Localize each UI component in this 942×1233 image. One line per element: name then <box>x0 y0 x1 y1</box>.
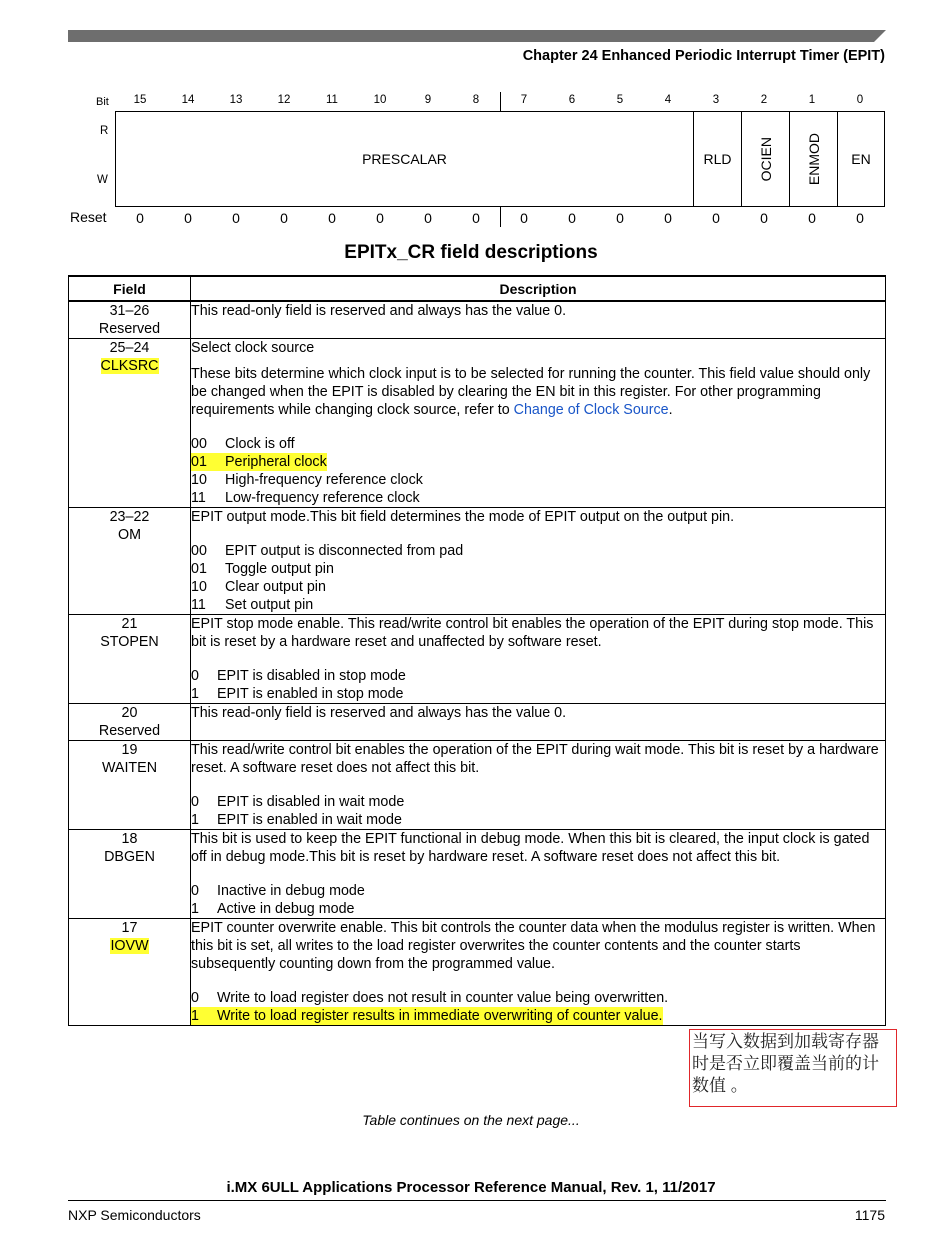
bit-number: 14 <box>181 94 195 106</box>
field-cell <box>69 704 191 741</box>
option-line <box>191 435 885 453</box>
option-line <box>191 900 885 918</box>
option-code: 10 <box>191 472 207 488</box>
description-cell <box>191 919 886 1026</box>
bit-number: 8 <box>472 94 480 106</box>
description-text: This bit is used to keep the EPIT functional in debug mode. When this bit is cleared, the input clock is gated off in debug mode.This bit is reset by hardware reset. A software reset does not affect this bit. <box>191 831 870 865</box>
option-line <box>191 489 885 507</box>
reset-value: 0 <box>232 210 240 226</box>
description-cell <box>191 830 886 919</box>
field-bits: 19 <box>121 742 138 758</box>
option-text: Toggle output pin <box>225 561 334 577</box>
description-cell <box>191 615 886 704</box>
bit-number: 2 <box>760 94 768 106</box>
bit-number: 3 <box>712 94 720 106</box>
option-text: EPIT is enabled in stop mode <box>217 686 404 702</box>
field-bits: 31–26 <box>109 303 150 319</box>
table-row <box>69 615 886 704</box>
bit-number: 7 <box>520 94 528 106</box>
option-line <box>191 882 885 900</box>
reset-value: 0 <box>616 210 624 226</box>
chapter-title: Chapter 24 Enhanced Periodic Interrupt Timer (EPIT) <box>522 48 885 64</box>
option-code: 11 <box>191 490 206 506</box>
description-text: EPIT output mode.This bit field determines the mode of EPIT output on the output pin. <box>191 509 735 525</box>
field-en: EN <box>851 151 871 167</box>
option-code: 1 <box>191 812 199 828</box>
description-cell <box>191 339 886 508</box>
field-cell <box>69 830 191 919</box>
bit-number: 0 <box>856 94 864 106</box>
reset-value: 0 <box>568 210 576 226</box>
field-bits: 20 <box>121 705 138 721</box>
description-cell <box>191 741 886 830</box>
option-line <box>191 471 885 489</box>
option-text: Active in debug mode <box>217 901 355 917</box>
annotation-note: 当写入数据到加载寄存器时是否立即覆盖当前的计数值 。 <box>689 1029 897 1107</box>
reset-value: 0 <box>808 210 816 226</box>
option-line <box>191 542 885 560</box>
page-number: 1175 <box>854 1207 885 1223</box>
reset-value: 0 <box>712 210 720 226</box>
option-line <box>191 1007 885 1025</box>
field-cell <box>69 508 191 615</box>
option-code: 0 <box>191 990 199 1006</box>
option-code: 1 <box>191 901 199 917</box>
field-rld: RLD <box>694 112 742 206</box>
field-name: IOVW <box>110 938 149 954</box>
header-bar <box>68 30 886 42</box>
description-text <box>191 365 885 419</box>
option-code: 01 <box>191 454 207 470</box>
reset-value: 0 <box>376 210 384 226</box>
write-label: W <box>97 174 108 186</box>
field-prescalar: PRESCALAR <box>116 112 694 206</box>
reset-value: 0 <box>424 210 432 226</box>
option-line <box>191 453 885 471</box>
option-line <box>191 596 885 614</box>
bit-number: 10 <box>373 94 387 106</box>
option-text: EPIT is disabled in stop mode <box>217 668 406 684</box>
field-cell <box>69 339 191 508</box>
register-box <box>115 111 885 207</box>
bit-number: 15 <box>133 94 147 106</box>
bit-number: 11 <box>326 94 338 106</box>
description-text: This read/write control bit enables the operation of the EPIT during wait mode. This bit is reset by a hardware reset. A software reset does not affect this bit. <box>191 742 879 776</box>
option-text: High-frequency reference clock <box>225 472 423 488</box>
col-header-description: Description <box>191 276 886 301</box>
option-text: Set output pin <box>225 597 314 613</box>
bit-number: 4 <box>664 94 672 106</box>
field-name: CLKSRC <box>100 358 159 374</box>
option-code: 1 <box>191 1008 199 1024</box>
description-cell <box>191 301 886 339</box>
field-cell <box>69 615 191 704</box>
option-code: 11 <box>191 597 206 613</box>
option-text: Inactive in debug mode <box>217 883 365 899</box>
option-code: 00 <box>191 543 207 559</box>
reset-value: 0 <box>136 210 144 226</box>
option-line <box>191 560 885 578</box>
footer-divider <box>68 1200 886 1201</box>
field-ocien: OCIEN <box>742 112 790 206</box>
reset-value: 0 <box>760 210 768 226</box>
option-line <box>191 989 885 1007</box>
field-enmod: ENMOD <box>790 112 838 206</box>
field-bits: 23–22 <box>109 509 150 525</box>
option-text: Peripheral clock <box>225 454 327 470</box>
option-text: Clock is off <box>225 436 295 452</box>
option-code: 0 <box>191 883 199 899</box>
description-text: EPIT counter overwrite enable. This bit controls the counter data when the modulus register is written. When this bit is set, all writes to the load register overwrites the counter contents and the counter starts subsequently counting down from the programmed value. <box>191 920 876 972</box>
reset-label: Reset <box>70 209 107 225</box>
field-name: OM <box>117 527 142 543</box>
table-row <box>69 339 886 508</box>
option-text: Write to load register does not result in counter value being overwritten. <box>217 990 669 1006</box>
bit-number: 5 <box>616 94 624 106</box>
option-line <box>191 685 885 703</box>
option-line <box>191 811 885 829</box>
description-cell <box>191 704 886 741</box>
description-text: EPIT stop mode enable. This read/write control bit enables the operation of the EPIT during stop mode. This bit is reset by a hardware reset and unaffected by software reset. <box>191 616 874 650</box>
option-text: Write to load register results in immediate overwriting of counter value. <box>217 1008 663 1024</box>
table-continues: Table continues on the next page... <box>362 1112 580 1128</box>
option-code: 10 <box>191 579 207 595</box>
field-bits: 17 <box>121 920 138 936</box>
option-code: 1 <box>191 686 199 702</box>
change-of-clock-source-link[interactable]: Change of Clock Source <box>513 402 669 418</box>
option-text: EPIT is disabled in wait mode <box>217 794 405 810</box>
bit-number: 6 <box>568 94 576 106</box>
table-row <box>69 830 886 919</box>
table-row <box>69 741 886 830</box>
field-description-table <box>68 275 886 1026</box>
reset-value: 0 <box>472 210 480 226</box>
bit-divider <box>500 92 501 111</box>
reset-value: 0 <box>328 210 336 226</box>
field-cell <box>69 919 191 1026</box>
field-bits: 25–24 <box>109 340 150 356</box>
reset-value: 0 <box>280 210 288 226</box>
description-text-part: These bits determine which clock input is to be selected for running the counter. This field value should only be changed when the EPIT is disabled by clearing the EN bit in this register. For other programming requirements while changing clock source, refer to <box>191 366 871 418</box>
bit-number: 13 <box>229 94 243 106</box>
field-cell <box>69 741 191 830</box>
description-text: This read-only field is reserved and always has the value 0. <box>191 705 567 721</box>
option-text: Clear output pin <box>225 579 326 595</box>
field-bits: 18 <box>121 831 138 847</box>
option-line <box>191 578 885 596</box>
table-title: EPITx_CR field descriptions <box>344 242 598 263</box>
field-bits: 21 <box>121 616 138 632</box>
description-cell <box>191 508 886 615</box>
reset-divider <box>500 207 501 227</box>
reset-value: 0 <box>184 210 192 226</box>
option-code: 01 <box>191 561 207 577</box>
table-row <box>69 301 886 339</box>
option-code: 0 <box>191 668 199 684</box>
bit-number: 12 <box>277 94 291 106</box>
option-text: EPIT is enabled in wait mode <box>217 812 402 828</box>
col-header-field: Field <box>69 276 191 301</box>
bit-number: 1 <box>808 94 816 106</box>
manual-title: i.MX 6ULL Applications Processor Reference Manual, Rev. 1, 11/2017 <box>226 1179 716 1196</box>
field-name: DBGEN <box>104 849 155 865</box>
reset-value: 0 <box>664 210 672 226</box>
reset-value: 0 <box>856 210 864 226</box>
option-line <box>191 667 885 685</box>
bit-label: Bit <box>96 96 109 108</box>
field-name: Reserved <box>98 723 161 739</box>
description-text: Select clock source <box>191 340 315 356</box>
table-row <box>69 704 886 741</box>
table-row <box>69 919 886 1026</box>
option-text: EPIT output is disconnected from pad <box>225 543 464 559</box>
field-name: WAITEN <box>101 760 158 776</box>
company-name: NXP Semiconductors <box>68 1207 201 1223</box>
description-text: This read-only field is reserved and always has the value 0. <box>191 303 567 319</box>
description-text-part: . <box>668 402 673 418</box>
option-text: Low-frequency reference clock <box>225 490 420 506</box>
option-code: 0 <box>191 794 199 810</box>
option-line <box>191 793 885 811</box>
field-name: STOPEN <box>100 634 159 650</box>
table-row <box>69 508 886 615</box>
bit-number: 9 <box>424 94 432 106</box>
field-name: Reserved <box>98 321 161 337</box>
reset-value: 0 <box>520 210 528 226</box>
field-cell <box>69 301 191 339</box>
read-label: R <box>100 125 109 137</box>
option-code: 00 <box>191 436 207 452</box>
